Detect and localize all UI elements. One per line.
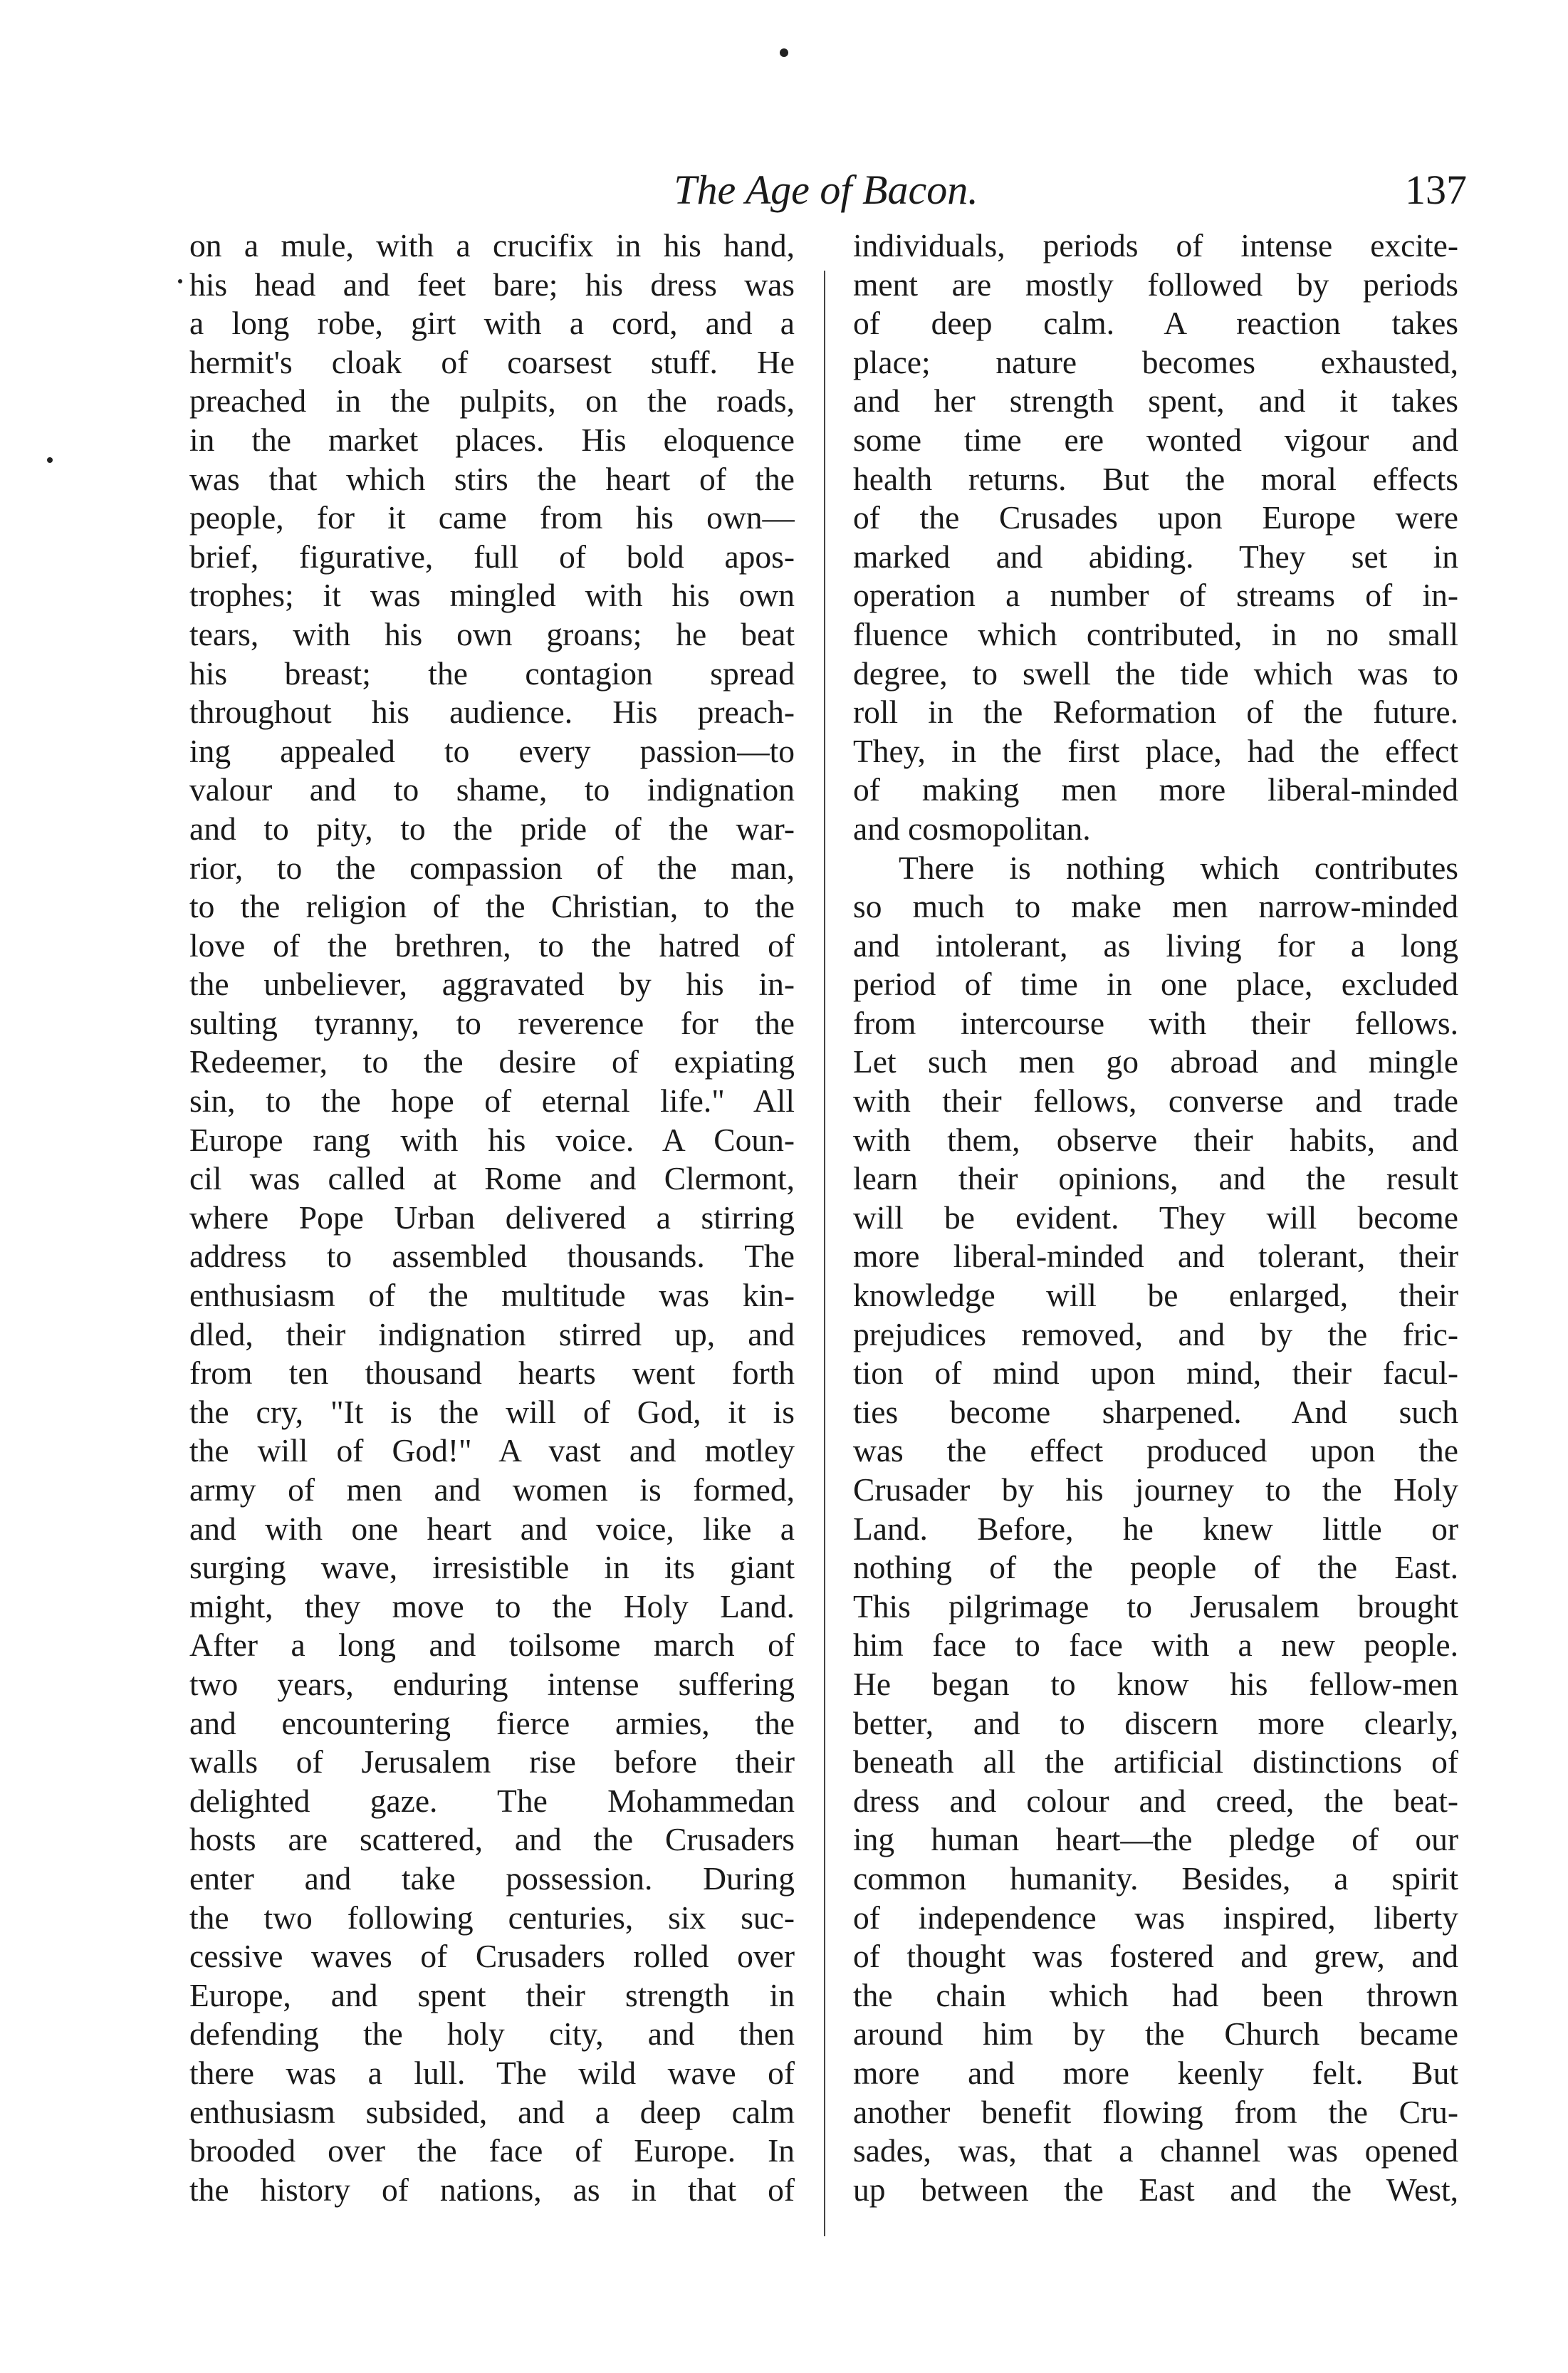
page-number: 137 bbox=[1405, 167, 1467, 213]
text-line: sades, was, that a channel was opened bbox=[853, 2132, 1458, 2169]
text-line: brief, figurative, full of bold apos- bbox=[189, 538, 795, 575]
text-line: health returns. But the moral effects bbox=[853, 460, 1458, 497]
text-line: They, in the first place, had the effect bbox=[853, 732, 1458, 769]
running-header bbox=[185, 165, 1467, 215]
text-line: more liberal-minded and tolerant, their bbox=[853, 1238, 1458, 1275]
text-line: rior, to the compassion of the man, bbox=[189, 849, 795, 886]
text-line: brooded over the face of Europe. In bbox=[189, 2132, 795, 2169]
text-line: of making men more liberal-minded bbox=[853, 771, 1458, 808]
text-line: enter and take possession. During bbox=[189, 1860, 795, 1897]
text-line: up between the East and the West, bbox=[853, 2171, 1458, 2208]
text-line: tears, with his own groans; he beat bbox=[189, 615, 795, 652]
text-line: Crusader by his journey to the Holy bbox=[853, 1471, 1458, 1508]
text-line: army of men and women is formed, bbox=[189, 1471, 795, 1508]
text-line: hermit's cloak of coarsest stuff. He bbox=[189, 343, 795, 380]
text-line: nothing of the people of the East. bbox=[853, 1549, 1458, 1586]
text-line: sin, to the hope of eternal life." All bbox=[189, 1083, 795, 1120]
text-line: and with one heart and voice, like a bbox=[189, 1510, 795, 1547]
text-line: degree, to swell the tide which was to bbox=[853, 654, 1458, 692]
text-line: ment are mostly followed by periods bbox=[853, 266, 1458, 303]
text-line: place; nature becomes exhausted, bbox=[853, 343, 1458, 380]
text-line: enthusiasm of the multitude was kin- bbox=[189, 1277, 795, 1314]
text-line: operation a number of streams of in- bbox=[853, 577, 1458, 614]
text-line: trophes; it was mingled with his own bbox=[189, 577, 795, 614]
text-line: and encountering fierce armies, the bbox=[189, 1704, 795, 1741]
text-line: of the Crusades upon Europe were bbox=[853, 499, 1458, 536]
text-line: throughout his audience. His preach- bbox=[189, 694, 795, 731]
text-line: walls of Jerusalem rise before their bbox=[189, 1743, 795, 1780]
ink-speck bbox=[780, 48, 788, 57]
text-line: Land. Before, he knew little or bbox=[853, 1510, 1458, 1547]
text-line: roll in the Reformation of the future. bbox=[853, 694, 1458, 731]
text-line: beneath all the artificial distinctions of bbox=[853, 1743, 1458, 1780]
text-line: preached in the pulpits, on the roads, bbox=[189, 382, 795, 419]
text-line: better, and to discern more clearly, bbox=[853, 1704, 1458, 1741]
text-line: with their fellows, converse and trade bbox=[853, 1083, 1458, 1120]
text-line: from intercourse with their fellows. bbox=[853, 1004, 1458, 1041]
text-line: This pilgrimage to Jerusalem brought bbox=[853, 1587, 1458, 1624]
text-line: ing appealed to every passion—to bbox=[189, 732, 795, 769]
text-line: was that which stirs the heart of the bbox=[189, 460, 795, 497]
text-line: knowledge will be enlarged, their bbox=[853, 1277, 1458, 1314]
text-line: love of the brethren, to the hatred of bbox=[189, 927, 795, 964]
text-line: some time ere wonted vigour and bbox=[853, 421, 1458, 458]
ink-speck bbox=[178, 279, 182, 283]
text-line: Redeemer, to the desire of expiating bbox=[189, 1043, 795, 1080]
text-line: dled, their indignation stirred up, and bbox=[189, 1315, 795, 1352]
text-line: the history of nations, as in that of bbox=[189, 2171, 795, 2208]
text-line: there was a lull. The wild wave of bbox=[189, 2054, 795, 2091]
column-divider bbox=[824, 271, 825, 2236]
text-line: around him by the Church became bbox=[853, 2015, 1458, 2053]
text-line: marked and abiding. They set in bbox=[853, 538, 1458, 575]
text-line: There is nothing which contributes bbox=[899, 849, 1458, 886]
text-line: learn their opinions, and the result bbox=[853, 1160, 1458, 1197]
text-line: the will of God!" A vast and motley bbox=[189, 1432, 795, 1469]
ink-speck bbox=[47, 457, 53, 463]
text-line: ing human heart—the pledge of our bbox=[853, 1821, 1458, 1858]
text-line: of thought was fostered and grew, and bbox=[853, 1938, 1458, 1975]
text-line: valour and to shame, to indignation bbox=[189, 771, 795, 808]
text-line: defending the holy city, and then bbox=[189, 2015, 795, 2053]
text-line: and to pity, to the pride of the war- bbox=[189, 810, 795, 847]
text-line: might, they move to the Holy Land. bbox=[189, 1587, 795, 1624]
text-line: sulting tyranny, to reverence for the bbox=[189, 1004, 795, 1041]
text-line: and her strength spent, and it takes bbox=[853, 382, 1458, 419]
text-line: period of time in one place, excluded bbox=[853, 966, 1458, 1003]
text-line: in the market places. His eloquence bbox=[189, 421, 795, 458]
text-line: people, for it came from his own— bbox=[189, 499, 795, 536]
text-line: a long robe, girt with a cord, and a bbox=[189, 305, 795, 342]
text-line: from ten thousand hearts went forth bbox=[189, 1355, 795, 1392]
text-line: more and more keenly felt. But bbox=[853, 2054, 1458, 2091]
text-line: the unbeliever, aggravated by his in- bbox=[189, 966, 795, 1003]
text-line: prejudices removed, and by the fric- bbox=[853, 1315, 1458, 1352]
text-line: on a mule, with a crucifix in his hand, bbox=[189, 227, 795, 264]
text-line: so much to make men narrow-minded bbox=[853, 888, 1458, 925]
text-line: and intolerant, as living for a long bbox=[853, 927, 1458, 964]
text-line: enthusiasm subsided, and a deep calm bbox=[189, 2093, 795, 2130]
text-line: dress and colour and creed, the beat- bbox=[853, 1782, 1458, 1819]
text-line: delighted gaze. The Mohammedan bbox=[189, 1782, 795, 1819]
text-line: common humanity. Besides, a spirit bbox=[853, 1860, 1458, 1897]
text-line: the cry, "It is the will of God, it is bbox=[189, 1393, 795, 1430]
text-line: Europe, and spent their strength in bbox=[189, 1976, 795, 2013]
text-line: After a long and toilsome march of bbox=[189, 1627, 795, 1664]
text-line: to the religion of the Christian, to the bbox=[189, 888, 795, 925]
right-text-column bbox=[853, 226, 1458, 2209]
text-line: hosts are scattered, and the Crusaders bbox=[189, 1821, 795, 1858]
text-line: tion of mind upon mind, their facul- bbox=[853, 1355, 1458, 1392]
text-line: address to assembled thousands. The bbox=[189, 1238, 795, 1275]
text-line: the chain which had been thrown bbox=[853, 1976, 1458, 2013]
text-line: him face to face with a new people. bbox=[853, 1627, 1458, 1664]
left-text-column bbox=[189, 226, 795, 2209]
text-line: was the effect produced upon the bbox=[853, 1432, 1458, 1469]
text-line: his breast; the contagion spread bbox=[189, 654, 795, 692]
text-line: of deep calm. A reaction takes bbox=[853, 305, 1458, 342]
text-line: will be evident. They will become bbox=[853, 1199, 1458, 1236]
text-line: Let such men go abroad and mingle bbox=[853, 1043, 1458, 1080]
text-line: fluence which contributed, in no small bbox=[853, 615, 1458, 652]
text-line: and cosmopolitan. bbox=[853, 810, 1091, 847]
text-line: another benefit flowing from the Cru- bbox=[853, 2093, 1458, 2130]
text-line: the two following centuries, six suc- bbox=[189, 1899, 795, 1936]
running-title: The Age of Bacon. bbox=[674, 167, 978, 213]
text-line: Europe rang with his voice. A Coun- bbox=[189, 1121, 795, 1158]
text-line: ties become sharpened. And such bbox=[853, 1393, 1458, 1430]
text-line: where Pope Urban delivered a stirring bbox=[189, 1199, 795, 1236]
text-line: cil was called at Rome and Clermont, bbox=[189, 1160, 795, 1197]
text-line: two years, enduring intense suffering bbox=[189, 1665, 795, 1702]
text-line: cessive waves of Crusaders rolled over bbox=[189, 1938, 795, 1975]
text-line: surging wave, irresistible in its giant bbox=[189, 1549, 795, 1586]
text-line: individuals, periods of intense excite- bbox=[853, 227, 1458, 264]
text-line: of independence was inspired, liberty bbox=[853, 1899, 1458, 1936]
text-line: his head and feet bare; his dress was bbox=[189, 266, 795, 303]
text-line: with them, observe their habits, and bbox=[853, 1121, 1458, 1158]
text-line: He began to know his fellow-men bbox=[853, 1665, 1458, 1702]
